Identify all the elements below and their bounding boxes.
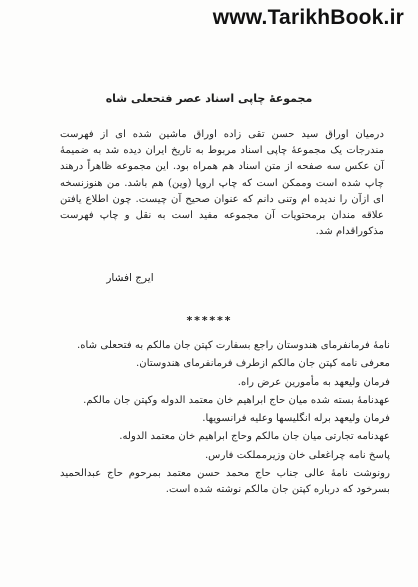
- list-item: عهدنامه تجارتی میان جان مالکم وحاج ابراهیم خان معتمد الدوله.: [119, 431, 390, 443]
- list-item: رونوشت نامهٔ عالی جناب حاج محمد حسن معتمد بمرحوم حاج عبدالحمید بسرخود که درباره کپتن جان مالکم نوشته شده است.: [60, 468, 390, 496]
- list-item: پاسخ نامه چراغعلی خان وزیرمملکت فارس.: [204, 449, 390, 461]
- section-divider: ******: [186, 314, 232, 327]
- document-title: مجموعهٔ چاپی اسناد عصر فتحعلی شاه: [105, 92, 313, 105]
- list-item: عهدنامهٔ بسته شده میان حاج ابراهیم خان معتمد الدوله وکپتن جان مالکم.: [83, 394, 390, 406]
- list-item: معرفی نامه کپتن جان مالکم ازطرف فرمانفرمای هندوستان.: [136, 358, 390, 370]
- list-item: فرمان ولیعهد به مأمورین عرض راه.: [237, 376, 390, 388]
- author-signature: ایرج افشار: [106, 272, 154, 284]
- list-item: فرمان ولیعهد برله انگلیسها وعلیه فرانسویها.: [202, 413, 390, 425]
- site-watermark: www.TarikhBook.ir: [212, 6, 404, 29]
- contents-list: [60, 338, 390, 501]
- list-item: نامهٔ فرمانفرمای هندوستان راجع بسفارت کپتن جان مالکم به فتحعلی شاه.: [76, 340, 390, 351]
- intro-paragraph: درمیان اوراق سید حسن تقی زاده اوراق ماشین شده ای از فهرست مندرجات یک مجموعهٔ چاپی اسناد مربوط به تاریخ ایران دیده شد به ضمیمهٔ آن عکس سه صفحه از متن اسناد هم همراه بود. این مجموعه ظاهراً درهند چاپ شده است وممکن است که چاپ اروپا (وین) هم باشد. من هنوزنسخه ای ازآن را ندیده ام وتنی دانم که عنوان صحیح آن چیست. چون اطلاع یافتن علاقه مندان برمحتویات آن مجموعه مفید است به نقل و چاپ فهرست مذکوراقدام شد.: [60, 129, 384, 238]
